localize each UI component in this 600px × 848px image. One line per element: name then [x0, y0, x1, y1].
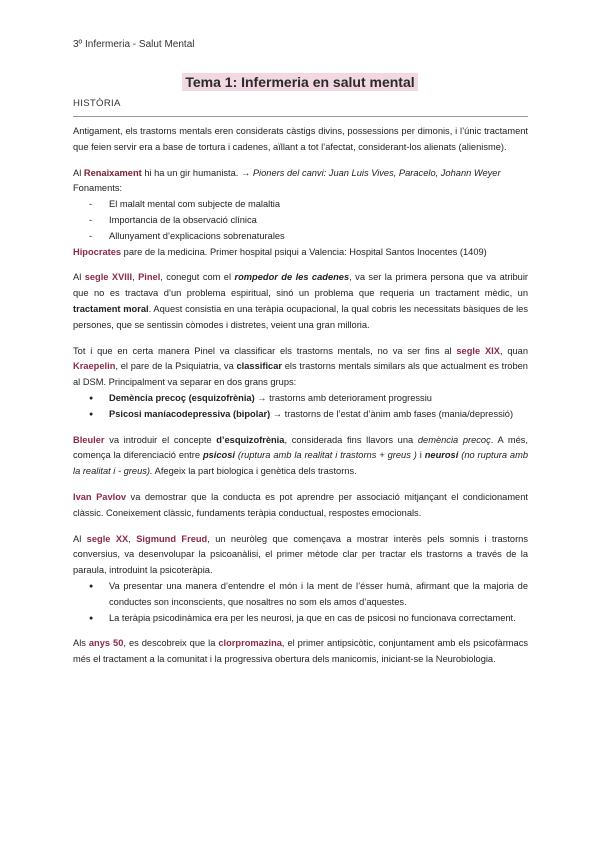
kraepelin-groups: [73, 391, 528, 423]
paragraph-antiquity: Antigament, els trastorns mentals eren considerats càstigs divins, possessions per dimonis, i l’únic tractament que feien servir era a base de tortura i cadenes, aïllant a tot l’afectat, considerant-los alienats (alienisme).: [73, 126, 528, 152]
text: , un neuròleg que començava a mostrar interès pels somnis i trastorns conversius, va desenvolupar la psicoanàlisi, el primer mètode clar per tractar els trastorns a través de la paraula, introduint la psicoteràpia.: [73, 533, 528, 576]
text: , va ser la primera persona que va atribuir que no es tractava d’un problema espiritual, sinó un problema que requeria un tractament mèdic, un: [73, 272, 528, 299]
list-item: - El malalt mental com subjecte de malaltia: [89, 197, 528, 213]
text: hi ha un gir humanista. →: [141, 167, 253, 178]
highlight-hipocrates: Hipocrates: [73, 246, 122, 257]
text: demència precoç: [417, 434, 491, 445]
text: , es descobreix que la: [123, 638, 219, 649]
text: els trastorns mentals similars als que actualment es troben al DSM. Principalment va separar en dos grans grups:: [73, 361, 528, 388]
paragraph-kraepelin: [73, 344, 528, 391]
title-container: [0, 74, 600, 92]
highlight-freud: Sigmund Freud: [136, 533, 208, 544]
emphasis-tractament-moral: tractament moral: [73, 303, 149, 314]
list-item: ● Va presentar una manera d’entendre el món i la ment de l’ésser humà, afirmant que la majoria de conductes son inconscients, que nosaltres no som els amos d’aquestes.: [89, 579, 528, 611]
text: i: [416, 450, 425, 461]
text: → trastorns de l’estat d’ànim amb fases (mania/depressió): [270, 408, 514, 419]
text: . Aquest consistia en una teràpia ocupacional, la qual cobris les necessitats bàsiques de les persones, que se sentissin còmodes i distretes, veient una gran milloria.: [73, 303, 528, 330]
text: , el pare de la Psiquiatria, va: [115, 361, 237, 372]
list-item: - Allunyament d’explicacions sobrenaturales: [89, 229, 528, 245]
highlight-clorpromazina: clorpromazina: [218, 638, 282, 649]
emphasis-classificar: classificar: [236, 361, 282, 372]
highlight-renaixement: Renaixament: [83, 167, 142, 178]
text: ,: [128, 533, 137, 544]
text: Als: [73, 638, 89, 649]
paragraph-freud: [73, 532, 528, 579]
text: va demostrar que la conducta es pot aprendre per associació mitjançant el condicionament clàssic. Coneixement clàssic, fundaments teràpia conductual, respostes emocionals.: [73, 491, 528, 518]
group-name: Psicosi maníacodepressiva (bipolar): [109, 408, 271, 419]
group-name: Demència precoç (esquizofrènia): [109, 392, 255, 403]
document-title: Tema 1: Infermeria en salut mental: [182, 73, 417, 91]
highlight-segle-xviii: segle XVIII: [84, 272, 133, 283]
text: , el primer antipsicòtic, conjuntament amb els psicofàrmacs més el tractament a la comunitat i la progressiva obertura dels manicomis, iniciant-se la Neurobiologia.: [73, 638, 528, 665]
text: va introduir el concepte: [104, 434, 217, 445]
page-header: 3º Infermeria - Salut Mental: [73, 39, 195, 50]
paragraph-anys-50: [73, 636, 528, 668]
emphasis-neurosi: neurosi: [424, 450, 459, 461]
highlight-anys-50: anys 50: [88, 638, 124, 649]
list-item: [89, 407, 528, 423]
fonaments-list: [73, 197, 528, 244]
paragraph-pinel: [73, 270, 528, 333]
text: Afegeix la part biologica i genètica dels trastorns.: [152, 466, 357, 477]
emphasis-psicosi: psicosi: [202, 450, 235, 461]
text: → trastorns amb deteriorament progressiu: [254, 392, 432, 403]
text: ,: [132, 272, 139, 283]
text: . A més, comença la diferenciació entre: [73, 434, 529, 461]
paragraph-hipocrates: [73, 245, 528, 261]
highlight-bleuler: Bleuler: [73, 434, 105, 445]
paragraph-pavlov: [73, 490, 528, 522]
text: Al: [73, 272, 85, 283]
text: Al: [73, 167, 84, 178]
text: , conegut com el: [160, 272, 235, 283]
section-heading: HISTÒRIA: [73, 98, 121, 109]
list-item: ● La teràpia psicodinàmica era per les neurosi, ja que en cas de psicosi no funcionava correctament.: [89, 611, 528, 627]
list-item: - Importancia de la observació clínica: [89, 213, 528, 229]
paragraph-bleuler: [73, 433, 528, 480]
highlight-pavlov: Ivan Pavlov: [73, 491, 127, 502]
text: pare de la medicina. Primer hospital psiqui a Valencia: Hospital Santos Inocentes (1409): [121, 246, 487, 257]
highlight-segle-xx: segle XX: [86, 533, 129, 544]
pioneers-text: Pioners del canvi: Juan Luis Vives, Paracelo, Johann Weyer: [252, 167, 501, 178]
freud-points: [73, 579, 528, 626]
emphasis-esquizofrenia: d’esquizofrènia: [216, 434, 285, 445]
text: Tot i que en certa manera Pinel va classificar els trastorns mentals, no va ser fins al: [73, 345, 457, 356]
highlight-pinel: Pinel: [138, 272, 161, 283]
text: (no ruptura amb la realitat i - greus).: [73, 450, 528, 477]
highlight-kraepelin: Kraepelin: [73, 361, 116, 372]
paragraph-renaissance: [73, 166, 528, 182]
text: Al: [73, 533, 87, 544]
emphasis-rompedor: rompedor de les cadenes: [234, 272, 350, 283]
list-item: [89, 391, 528, 407]
text: (ruptura amb la realitat i trastorns + greus ): [234, 450, 417, 461]
text: , considerada fins llavors una: [284, 434, 418, 445]
document-body: [73, 124, 528, 678]
highlight-segle-xix: segle XIX: [456, 345, 500, 356]
fonaments-label: Fonaments:: [73, 183, 123, 194]
section-divider: [73, 116, 528, 117]
text: , quan: [499, 345, 529, 356]
